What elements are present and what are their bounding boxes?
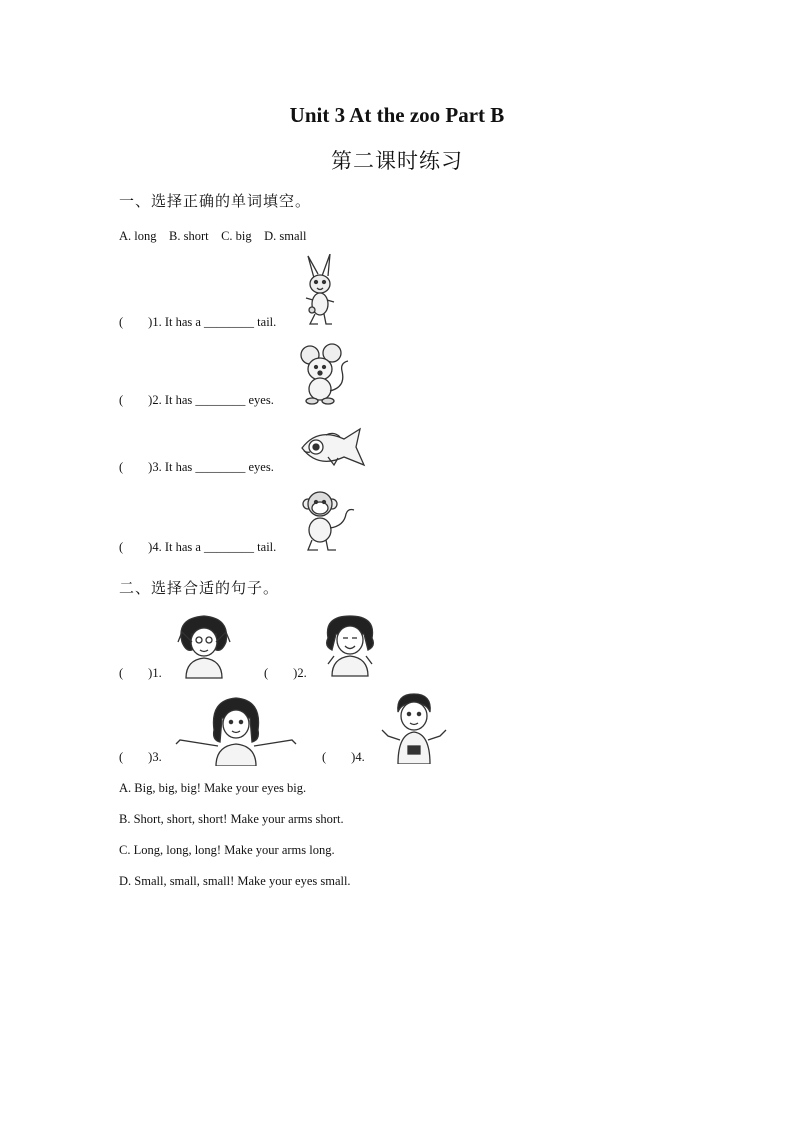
match-item-4: ( )4. [322,750,365,764]
mouse-icon [298,343,354,407]
question-4: ( )4. It has a ________ tail. [119,540,277,554]
match-item-2: ( )2. [264,666,307,680]
page-subtitle: 第二课时练习 [331,149,463,173]
girl-long-arms-icon [174,696,298,766]
choice-d: D. Small, small, small! Make your eyes small. [119,874,351,888]
girl-big-eyes-icon [172,612,238,680]
section1-heading: 一、选择正确的单词填空。 [119,192,312,210]
section1-options: A. long B. short C. big D. small [119,229,307,243]
question-2: ( )2. It has ________ eyes. [119,393,274,407]
girl-small-eyes-icon [320,612,380,678]
question-1: ( )1. It has a ________ tail. [119,315,277,329]
page-title: Unit 3 At the zoo Part B [289,103,505,127]
monkey-icon [300,488,358,554]
choice-b: B. Short, short, short! Make your arms short. [119,812,344,826]
choice-c: C. Long, long, long! Make your arms long. [119,843,335,857]
boy-short-arms-icon [378,690,448,764]
match-item-3: ( )3. [119,750,162,764]
choice-a: A. Big, big, big! Make your eyes big. [119,781,307,795]
rabbit-icon [300,254,340,328]
section2-heading: 二、选择合适的句子。 [119,579,280,597]
question-3: ( )3. It has ________ eyes. [119,460,274,474]
fish-icon [298,425,368,471]
match-item-1: ( )1. [119,666,162,680]
